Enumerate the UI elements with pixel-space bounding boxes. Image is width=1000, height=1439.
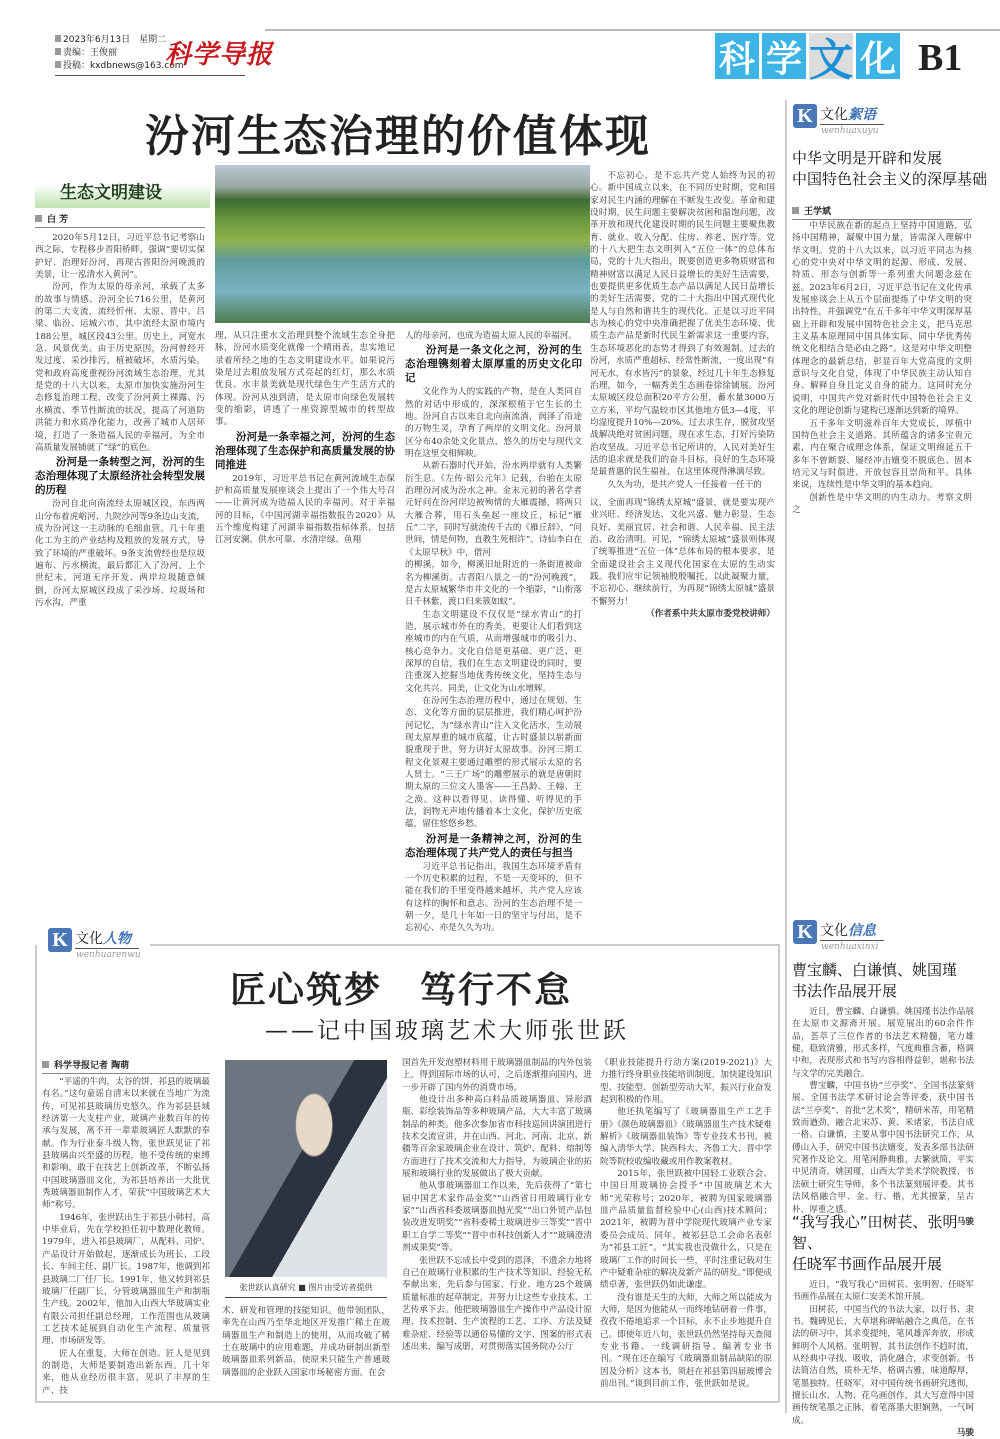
news-signature: 马骏 (956, 1216, 974, 1227)
paragraph: 汾河自北向南流经太原城区段，东西两山分布着虎峪河、九院沙河等9条边山支流，成为汾河这一主动脉的毛细血管。几十年重化工为主的产业结构及粗放的发展方式，导致了环境的严重破坏。9条支流曾经也是垃圾遍布、污水横流，最后都汇入了汾河。上个世纪末，河道无序开发、两岸垃圾随意倾倒，汾河太原城区段成了采沙场、垃圾场和污水沟，严重 (35, 499, 205, 608)
subheading: 汾河是一条幸福之河，汾河的生态治理体现了生态保护和高质量发展的协同推进 (215, 430, 395, 471)
author-byline: 王学斌 (792, 204, 972, 220)
sidebar-divider (785, 100, 787, 1413)
feature-box-top-rule (150, 944, 780, 946)
column-logo-wenhuarenwu (48, 928, 145, 960)
subheading: 汾河是一条文化之河，汾河的生态治理镌刻着太原厚重的历史文化印记 (405, 344, 582, 385)
feature-subtitle: ——记中国玻璃艺术大师张世跃 (265, 1018, 629, 1044)
subheading: 汾河是一条精神之河，汾河的生态治理体现了共产党人的责任与担当 (405, 832, 582, 859)
tag-pinyin: wenhuarenwu (76, 950, 141, 960)
tag-accent: 絮语 (848, 107, 876, 123)
paragraph: 议，全面再现“锦绣太原城”盛景，就是要实现产业兴旺、经济发达、文化兴盛、魅力彰显、生态良好、美丽宜居、社会和谐、人民幸福、民主法治、政治清明。可见，“锦绣太原城”盛景则体现了统筹推进“五位一体”总体布局的根本要求，是全面建设社会主义现代化国家在太原的生动实践。我们应牢记领袖殷殷嘱托，以此凝聚力量，不忘初心、继续前行，为再现“锦绣太原城”盛景不懈努力！ (590, 497, 775, 607)
paragraph: 近日，“我写我心”田树苌、张明智、任晓军书画作品展在太原仁安美术馆开展。 (792, 1280, 974, 1303)
paragraph: 2015年，张世跃被中国轻工业联合会、中国日用玻璃协会授予“中国玻璃艺术大师”光荣称号；2020年，被聘为国家玻璃器皿产品质量监督检验中心(山西)技术顾问；2021年，被聘为晋中学院现代玻璃产业专家委员会成员。同年，被祁县总工会命名表彰为“祁县工匠”。“其实我也没做什么，只是在玻璃厂工作的时间长一些，平时注重记载对生产中疑难杂症的解决及新产品的研发。”即便成绩卓著，张世跃仍如此谦虚。 (600, 1169, 772, 1291)
paragraph: 1946年，张世跃出生于祁县小韩村，高中毕业后，先在学校担任初中数理化教师。1979年，进入祁县玻璃厂，从配料、司炉、产品设计开始做起，逐渐成长为班长、工段长、车间主任、副厂长。1987年，他调到祁县玻璃二厂任厂长。1991年，他又转到祁县玻璃厂任副厂长，分管玻璃器皿生产和制瓶生产线。2002年，他加入山西大华玻璃实业有限公司担任副总经理，工作范围也从玻璃工艺技术延展到自动化生产流程、质量管理、市场研发等。 (42, 1212, 210, 1347)
paragraph: 田树苌，中国当代的书法大家，以行书、隶书、魏碑见长，大草堪称碑帖融合之典范，在书法的研习中，其求变提纯，笔风雄浑奔放，形成鲜明个人风格。张明智，其书法创作不趋时流，从经典中寻找、吸收，消化融合，求变创新。书法简洁自然，质朴无华，格调古雅，味道醇厚，笔墨独特。任晓军，对中国传统书画研究透彻，擅长山水、人物、花鸟画创作，其大写意得中国画传统笔墨之正脉，着笔落墨大胆娴熟，一气呵成。 (792, 1304, 974, 1426)
page-number: B1 (918, 37, 963, 79)
k-logo-icon: K (793, 920, 817, 944)
tag-pinyin: wenhuaxinxi (821, 942, 879, 952)
article-column (405, 330, 582, 934)
paragraph: 2020年5月12日，习近平总书记考察山西之际，专程移步晋阳桥畔，强调“要切实保护好、治理好汾河，再现古晋阳汾河晚渡的美景，让一泓清水入黄河”。 (35, 233, 205, 281)
author-credit: （作者系中共太原市委党校讲师） (646, 609, 775, 620)
paragraph: 近日，曹宝麟、白谦慎、姚国瑾书法作品展在太原市文源斋开展。展览展出的60余件作品，荟萃了三位作者的书法艺术精髓，笔力雄健，稳致清雅，形式多样，气度典雅含蓄，格调中和，表现形式和书写内容相得益彰，堪称书法与文学的完美融合。 (792, 1007, 974, 1079)
section-char: 科 (715, 33, 759, 79)
photo-caption: 张世跃认真研究 ■ 图片由受访者提供 (225, 1282, 387, 1298)
subheading: 汾河是一条转型之河，汾河的生态治理体现了太原经济社会转型发展的历程 (35, 456, 205, 497)
news-item (792, 960, 974, 1228)
tag-text: 文化 (75, 931, 103, 947)
title-line: 任晓军书画作品展开展 (792, 1255, 943, 1273)
paragraph: 他设计出多种高白料品质玻璃器皿、异形酒瓶、彩绘装饰品等多种玻璃产品，大大丰富了玻璃制品的种类。他多次参加省市科技巡回讲演团进行技术交流宣讲，并在山西、河北、河南、北京、新疆等百余家玻璃企业在设计、筑炉、配料、熔制等方面进行了技术交流和大力指导，为玻璃企业的拓展和玻璃行业的发展做出了极大贡献。 (402, 1095, 592, 1180)
column-tag-eco: 生态文明建设 (35, 168, 210, 208)
paragraph: 生态文明建设不仅仅是“绿水青山”的打造，展示城市外在的秀美，更要让人们看到这座城市的内在气质，从而增强城市的吸引力、核心竞争力。文化自信是更基础、更广泛、更深厚的自信，我们在生态文明建设的同时，要注重深入挖掘当地优秀传统文化，坚持生态与文化共兴、同美，让文化为山水增辉。 (405, 609, 582, 694)
paragraph: 曹宝麟，中国书协“兰亭奖”、全国书法篆刻展、全国书法学术研讨论会等评委，获中国书法“兰亭奖”、首批“艺术奖”，精研米芾，用笔精致而遒劲，融合北宋苏、黄、米诸家，书法自成一格。白谦慎，主要从事中国书法研究工作，从傅山入手，研究中国书法嬗变，发表多部书法研究著作及论文。用笔闲静典雅，去繁就简，平实中见清奇。姚国瑾，山西大学美术学院教授、书法硕士研究生导师，多个书法篆刻展评委。其书法风格融合甲、金、行、楷，尤其擅篆，呈古朴、厚重之感。 (792, 1081, 974, 1215)
issue-date: 2023年6月13日 星期二 (55, 34, 245, 47)
author-byline: 白 芳 (35, 212, 205, 228)
tag-text: 文化 (820, 923, 848, 939)
paragraph: 国首先开发泡塑材料用于玻璃器皿制品的内外包装上，得到国际市场的认可，之后逐渐推向国内，进一步开辟了国内外的消费市场。 (402, 1058, 592, 1093)
column-logo-wenhuaxuyu (793, 104, 884, 136)
article-column (600, 1057, 772, 1400)
article-column (35, 232, 205, 912)
paragraph: 习近平总书记指出，我国生态环境矛盾有一个历史积累的过程，不是一天变坏的，但不能在我们的手里变得越来越坏，共产党人应该有这样的胸怀和意志。汾河的生态治理不是一朝一夕，是几十年如一日的坚守与付出，是不忘初心、亦是久久为功。 (405, 861, 582, 934)
paragraph: 理，从只注重水文治理到整个流域生态全身把脉，汾河水质变化就像一个晴雨表，忠实地记录着所经之地的生态文明建设水平。如果说污染是过去粗放发展方式亮起的红灯，那么水质优良、水丰景美就是现代绿色生产生活方式的体现。汾河从浊到清，是太原市向绿色发展转变的缩影，讲透了一座资源型城市的转型故事。 (215, 331, 395, 428)
news-item (792, 1212, 974, 1439)
news-title (792, 1212, 974, 1275)
k-logo-icon: K (793, 104, 817, 128)
paragraph: 从新石器时代开始，汾水两岸就有人类繁衍生息。《左传·昭公元年》记载，台骀在太原治理汾河成为汾水之神。金末元初的著名学者元好问在汾河岸边被殉情的大雁震撼，将两只大雁合葬，用石头垒起一座坟丘，标记“雁丘”二字，同时写就流传千古的《雁丘辞》，“问世间，情是何物，直教生死相许”。诗仙李白在《太原早秋》中，借河 (405, 461, 582, 558)
news-title (792, 960, 974, 1002)
tag-pinyin: wenhuaxuyu (821, 126, 879, 136)
paragraph: 的柳溪，如今，柳溪旧址附近的一条街道被命名为柳溪街。古晋阳八景之一的“汾河晚渡”，是古太原城繁华市井文化的一个缩影，“山衔落日千林紫，渡口归来簇如蚁”。 (405, 560, 582, 608)
tag-accent: 人物 (103, 931, 131, 947)
title-line: 中华文明是开辟和发展 (792, 149, 943, 167)
article-column (402, 1057, 592, 1400)
contact-email: 投稿：kxdbnews@163.com (55, 60, 245, 73)
paragraph: 张世跃不忘成长中受到的恩泽，不遗余力地将自己在玻璃行业积累的生产技术等知识、经验无私奉献出来，先后参与国家、行业、地方25个玻璃质量标准的起草制定，并努力让这些专业技术、工艺传承下去。他把玻璃器皿生产操作中产品设计原理、技术控制、生产流程的工艺、工序、方法及疑难杂症、经验等以通俗易懂的文字、图案的形式表述出来，编写成册，对贯彻落实国务院办公厅 (402, 1255, 592, 1352)
editor: 责编：王俊丽 (55, 47, 245, 60)
article-column (590, 170, 775, 920)
section-char: 学 (762, 33, 806, 79)
paragraph: 人的母亲河，也成为造福太原人民的幸福河。 (405, 331, 577, 341)
title-line: 中国特色社会主义的深厚基础 (792, 170, 988, 188)
paragraph: 没有谁是天生的大师，大师之所以能成为大师，是因为他能从一而终地钻研着一件事，孜孜不倦地追求一个目标，永不止步地提升自己。即使年近八旬，张世跃仍然坚持每天查阅专业书籍、一线调研指导、编著专业书刊。“现在还在编写《玻璃器皿制品缺陷的原因及分析》这本书，须赶在祁县第四届玻博会前出刊。”谈到目前工作，张世跃如是说。 (600, 1292, 772, 1389)
column-logo-wenhuaxinxi (793, 920, 884, 952)
paragraph: 久久为功，是共产党人一任接着一任干的 (607, 479, 762, 490)
paragraph: 创新性是中华文明的内生动力。考察文明之 (792, 492, 972, 515)
sidebar-article-body (792, 220, 972, 905)
paragraph: 中华民族在新的起点上坚持中国道路，弘扬中国精神，凝聚中国力量，皆需深入理解中华文明。党的十八大以来，以习近平同志为核心的党中央对中华文明的起源、形成、发展、特质、形态与创新等一系列重大问题念兹在兹。2023年6月2日，习近平总书记在文化传承发展座谈会上从五个层面提炼了中华文明的突出特性，并强调党“在五千多年中华文明深厚基础上开辟和发展中国特色社会主义，把马克思主义基本原理同中国具体实际、同中华优秀传统文化相结合是必由之路”。这是对中华文明整体理念的最新总结，彰显百年大党高度的文明意识与文化自觉，体现了中华民族主动认知自身、解释自身且定义自身的能力。这同时充分说明，中国共产党对新时代中国特色社会主义文化的理论创新与建构已逐渐达到新的境界。 (792, 221, 972, 417)
section-logo (715, 33, 900, 86)
paragraph: 汾河，作为太原的母亲河，承载了太多的故事与情感。汾河全长716公里，是黄河的第二大支流，流经忻州、太原、晋中、吕梁、临汾、运城六市，其中流经太原市境内188公里，城区段43公里。历史上，河宽水急、风景优美。由于历史原因，汾河曾经开发过度、采沙排污，植被破坏，水质污染。党和政府高度重视汾河流域生态治理，尤其是党的十八大以来，太原市加快实施汾河生态修复治理工程，改变了汾河黄土裸露、污水横流、季节性断流的状况，提高了河道防洪能力和水质净化能力，改善了城市人居环境，打造了一条造福人民的幸福河，为全市高质量发展铺就了“绿”的底色。 (35, 282, 205, 453)
fenhe-river-photo (215, 165, 590, 323)
article-column (215, 330, 395, 910)
paragraph: 匠人在重复，大师在创造。匠人是见到的制造，大师是要制造出新东西。几十年来，他从业经历很丰富，见识了丰厚的生产、技 (42, 1348, 210, 1396)
paragraph: 术、研发和管理的技能知识。他带领团队，率先在山西乃至华北地区开发推广稀土在玻璃器皿生产和制造上的使用，从而攻破了稀土在玻璃中的应用难题，并成功研制出新型玻璃器皿系列新品，使原来只能生产普通玻璃器皿的企业跃入国家市场秘密方面。在会 (222, 1306, 390, 1378)
portrait-photo (225, 1060, 387, 1277)
news-signature: 马骏 (956, 1428, 974, 1439)
title-line: “我写我心”田树苌、张明智、 (792, 1213, 958, 1252)
paragraph: 文化作为人的实践的产物，是在人类同自然的对话中形成的，深深根植于它生长的土地。汾河自古以来自北向南流淌，润泽了沿途的万物生灵，孕育了两岸的文明文化。汾河景区分布40余处文化景点，悠久的历史与现代文明在这里交相辉映。 (405, 387, 582, 460)
feature-headline: 匠心筑梦 笃行不怠 (230, 970, 573, 1011)
paragraph: 五千多年文明滋养百年大党成长，厚植中国特色社会主义道路。其所蕴含的诸多宝贵元素，内在聚合成理念体系，保证文明绵延五千多年不曾断裂、屡经冲击嬗变不脱底色、固本培元又与时俱进、开放包容且崇尚和平。具体来说，连续性是中华文明的基本趋向。 (792, 418, 972, 491)
k-logo-icon: K (48, 928, 72, 952)
paragraph: 2019年，习近平总书记在黄河流域生态保护和高质量发展座谈会上提出了一个伟大号召——让黄河成为造福人民的幸福河。对于幸福河的目标，《中国河湖幸福指数报告2020》从五个维度构建了河湖幸福指数指标体系，包括江河安澜、供水可靠、水清岸绿、鱼翔 (215, 473, 395, 546)
section-char: 文 (809, 35, 853, 86)
article-column (222, 1305, 390, 1400)
article-headline: 汾河生态治理的价值体现 (145, 111, 651, 162)
reporter-byline: 科学导报记者 陶萌 (42, 1058, 210, 1074)
paragraph: 不忘初心，是不忘共产党人始终为民的初心。新中国成立以来，在不同历史时期，党和国家对民生内涵的理解在不断发生改变。革命和建设时期，民生问题主要解决贫困和温饱问题，改革开放和现代化建设时期的民生问题主要聚焦教育、就业、收入分配、住房、养老、医疗等。党的十八大把生态文明列入“五位一体”的总体布局，党的十九大指出，既要创造更多物质财富和精神财富以满足人民日益增长的美好生活需要，也要提供更多优质生态产品以满足人民日益增长的美好生活需要，党的二十大指出中国式现代化是人与自然和谐共生的现代化。正是以习近平同志为核心的党中央准确把握了优美生态环境、优质生态产品是新时代民生新需求这一重要内容，生态环境恶化的态势才得到了有效遏制。过去的汾河，水质严重超标、经常性断流，一度出现“有河无水，有水皆污”的景象，经过几十年生态修复治理，如今，一幅秀美生态画卷徐徐铺展。汾河太原城区段总面积20平方公里，蓄水量3000万立方米，平均气温较市区其他地方低3—4度，平均湿度提升10%—20%。过去求生存，脱贫攻坚战解决绝对贫困问题，现在求生态，打好污染防治攻坚战。习近平总书记所讲的，人民对美好生活的追求就是我们的奋斗目标，良好的生态环境是最普惠的民生福祉，在这里体现得淋漓尽致。 (590, 171, 775, 478)
sidebar-article-title (792, 148, 992, 190)
paragraph: “平遥的牛肉，太谷的饼，祁县的玻璃最有名。”这句童谣自清末以来就在当地广为流传，可见祁县玻璃历史悠久。作为祁县县域经济第一大支柱产业，玻璃产业数百年的传承与发展，离不开一辈辈玻璃匠人默默的奉献。作为行业泰斗级人物，张世跃见证了祁县玻璃由兴至盛的历程，他不受传统的束缚和影响，敢于在技艺上创新改革，不断弘扬中国玻璃器皿文化，为祁县培养出一大批优秀玻璃器皿制作人才，荣获“中国玻璃艺术大师”称号。 (42, 1077, 210, 1211)
paragraph: 他从事玻璃器皿工作以来，先后获得了“第七届中国艺术家作品金奖”“山西省日用玻璃行业专家”“山西省科委玻璃器皿抛光奖”“出口外贸产品包装改进发明奖”“省科委稀土玻璃进步三等奖”“晋中职工自学二等奖”“晋中市科技创新人才”“玻璃澄清剂成果奖”等。 (402, 1181, 592, 1254)
tag-text: 文化 (820, 107, 848, 123)
masthead-logo: 科学导报 (165, 40, 274, 70)
title-line: 书法作品展开展 (792, 982, 898, 1000)
paragraph: 在汾河生态治理历程中，通过在规划、生态、文化等方面的层层推进，我们精心呵护汾河记忆，为“绿水青山”注入文化活水，生动展现太原厚重的城市底蕴，让古时盛景以崭新面貌重现于世，努力讲好太原故事。汾河三期工程文化景观主要通过雕塑的形式展示太原的名人贤士。“三王广场”的雕塑展示的就是唐朝时期太原的三位文人墨客——王昌龄、王翰、王之涣。这种以看得见、读得懂、听得见的手法，润物无声地传播着本土文化，保护历史底蕴，留住悠悠乡愁。 (405, 695, 582, 830)
section-char: 化 (856, 33, 900, 79)
paragraph: 《职业技能提升行动方案(2019-2021)》大力推行终身职业技能培训制度，加快建设知识型、技能型、创新型劳动大军，振兴行业奋发起到积极的作用。 (600, 1058, 772, 1106)
tag-accent: 信息 (848, 923, 876, 939)
paragraph: 他还执笔编写了《玻璃器皿生产工艺手册》《颜色玻璃器皿》《玻璃器皿生产技术疑难解析》《玻璃器皿装饰》等专业技术书刊，被编入清华大学、陕西科大、齐鲁工大、晋中学院等院校收编收藏或用作教案教材。 (600, 1107, 772, 1167)
article-column (42, 1076, 210, 1401)
title-line: 曹宝麟、白谦慎、姚国瑾 (792, 961, 958, 979)
